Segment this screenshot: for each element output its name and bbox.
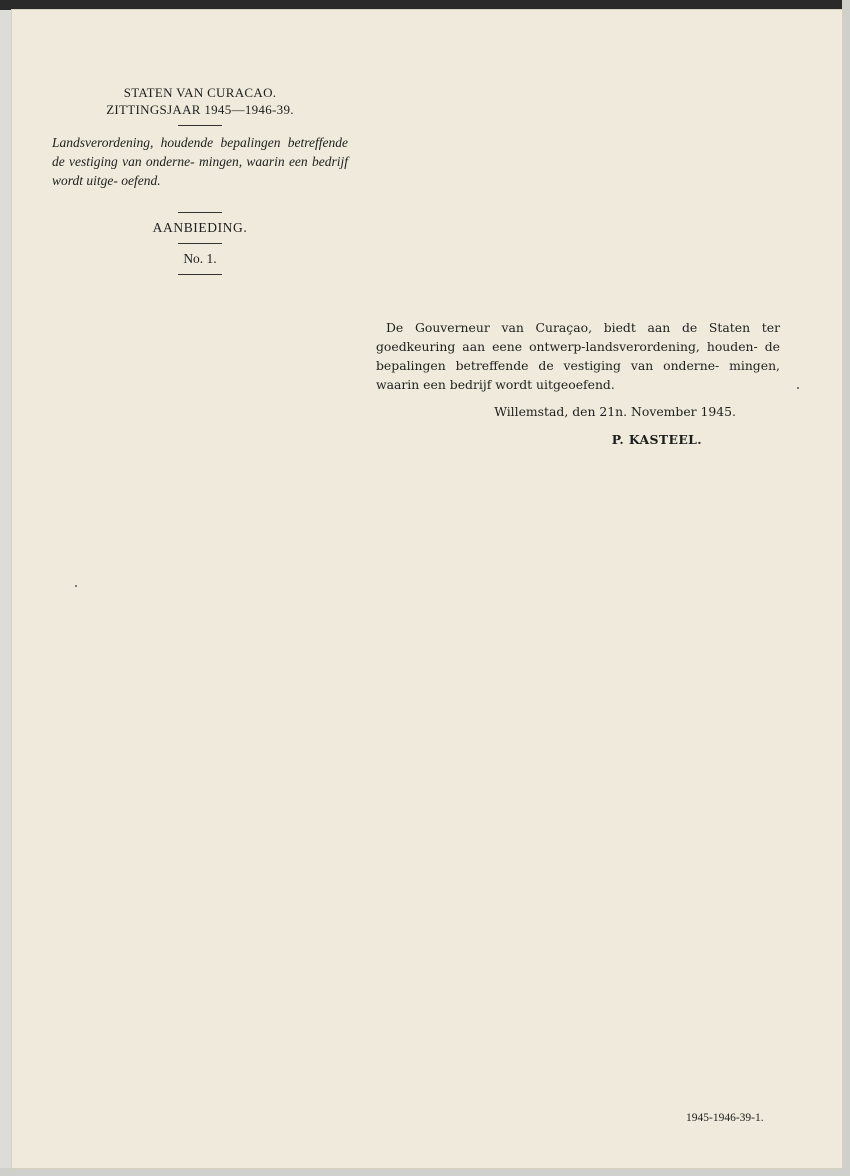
scan-top-border [0, 0, 850, 10]
divider [178, 243, 222, 244]
scan-speck [797, 387, 799, 389]
signatory: P. KASTEEL. [611, 432, 702, 447]
divider [178, 274, 222, 275]
scan-speck [75, 585, 77, 587]
header-line-1: STATEN VAN CURACAO. [123, 85, 277, 100]
section-title: AANBIEDING. [152, 220, 248, 235]
footer-code: 1945-1946-39-1. [686, 1112, 764, 1124]
left-column [52, 84, 348, 282]
subject-text: Landsverordening, houdende bepalingen betreffende de vestiging van onderne- mingen, waarin een bedrijf wordt uitge- oefend. [52, 135, 348, 188]
divider [178, 125, 222, 126]
offer-block [376, 318, 780, 449]
divider [178, 212, 222, 213]
header-line-2: ZITTINGSJAAR 1945—1946-39. [106, 102, 294, 117]
scan-bottom-border [0, 1168, 850, 1176]
document-number: No. 1. [183, 251, 217, 266]
scan-right-border [842, 0, 850, 1176]
offer-text: De Gouverneur van Curaçao, biedt aan de Staten ter goedkeuring aan eene ontwerp-landsverordening, houden- de bepalingen betreffende de vestiging van onderne- mingen, waarin een bedrijf wordt uitgeoefend. [376, 320, 780, 392]
place-date: Willemstad, den 21n. November 1945. [494, 404, 736, 419]
